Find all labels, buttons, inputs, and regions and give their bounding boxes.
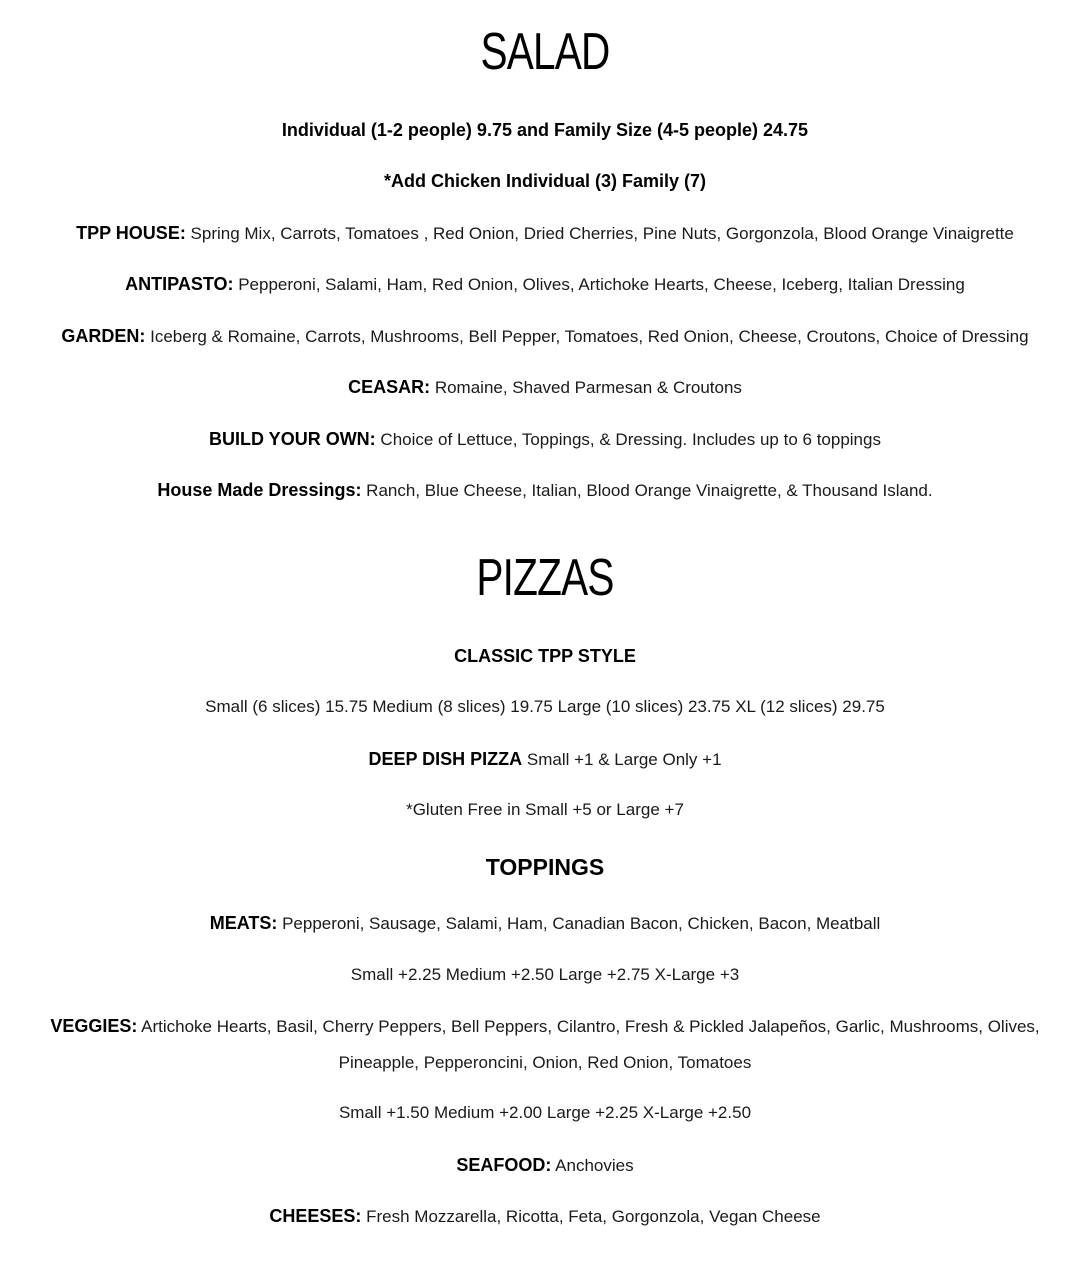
salad-item-ingredients: Choice of Lettuce, Toppings, & Dressing. Includes up to 6 toppings [375, 430, 881, 449]
toppings-heading: TOPPINGS [485, 854, 605, 880]
deep-dish-line [0, 749, 1090, 770]
deep-dish-label: DEEP DISH PIZZA [368, 749, 523, 769]
cheeses-label: CHEESES: [269, 1206, 362, 1226]
seafood-label: SEAFOOD: [456, 1155, 552, 1175]
meats-label: MEATS: [209, 913, 278, 933]
classic-style-label: CLASSIC TPP STYLE [454, 646, 636, 666]
salad-item-label: GARDEN: [61, 326, 146, 346]
meats-prices: Small +2.25 Medium +2.50 Large +2.75 X-Large +3 [350, 965, 740, 984]
salad-item-label: CEASAR: [348, 377, 431, 397]
cheeses-text: Fresh Mozzarella, Ricotta, Feta, Gorgonzola, Vegan Cheese [361, 1207, 821, 1226]
salad-pricing: Individual (1-2 people) 9.75 and Family Size (4-5 people) 24.75 [281, 120, 809, 140]
salad-item-label: House Made Dressings: [157, 480, 362, 500]
salad-item-build-your-own [0, 429, 1090, 450]
salad-item-dressings [0, 480, 1090, 501]
deep-dish-text: Small +1 & Large Only +1 [522, 750, 722, 769]
salad-item-label: TPP HOUSE: [76, 223, 186, 243]
veggies-prices: Small +1.50 Medium +2.00 Large +2.25 X-Large +2.50 [338, 1103, 752, 1122]
salad-item-ingredients: Romaine, Shaved Parmesan & Croutons [430, 378, 742, 397]
pizzas-heading: PIZZAS [476, 549, 614, 607]
salad-item-ingredients: Pepperoni, Salami, Ham, Red Onion, Olives, Artichoke Hearts, Cheese, Iceberg, Italian Dressing [233, 275, 965, 294]
cheeses-line [0, 1206, 1090, 1227]
gluten-free-note: *Gluten Free in Small +5 or Large +7 [406, 800, 684, 819]
salad-item-label: ANTIPASTO: [125, 274, 234, 294]
salad-item-ingredients: Iceberg & Romaine, Carrots, Mushrooms, Bell Pepper, Tomatoes, Red Onion, Cheese, Croutons, Choice of Dressing [145, 327, 1029, 346]
salad-item-ingredients: Ranch, Blue Cheese, Italian, Blood Orange Vinaigrette, & Thousand Island. [361, 481, 933, 500]
salad-heading: SALAD [480, 23, 610, 81]
salad-item-ceasar [0, 377, 1090, 398]
salad-item-tpp-house [0, 223, 1090, 244]
seafood-line [0, 1155, 1090, 1176]
classic-sizes: Small (6 slices) 15.75 Medium (8 slices) 19.75 Large (10 slices) 23.75 XL (12 slices) 29.75 [205, 697, 885, 716]
meats-line [0, 913, 1090, 934]
salad-item-antipasto [0, 274, 1090, 295]
salad-item-garden [0, 326, 1090, 347]
salad-add-chicken: *Add Chicken Individual (3) Family (7) [383, 171, 707, 191]
salad-item-label: BUILD YOUR OWN: [209, 429, 376, 449]
seafood-text: Anchovies [551, 1156, 634, 1175]
veggies-text: Artichoke Hearts, Basil, Cherry Peppers, Bell Peppers, Cilantro, Fresh & Pickled Jalapeños, Garlic, Mushrooms, Olives, Pineapple, Pepperoncini, Onion, Red Onion, Tomatoes [137, 1017, 1040, 1072]
salad-item-ingredients: Spring Mix, Carrots, Tomatoes , Red Onion, Dried Cherries, Pine Nuts, Gorgonzola, Blood Orange Vinaigrette [185, 224, 1014, 243]
meats-text: Pepperoni, Sausage, Salami, Ham, Canadian Bacon, Chicken, Bacon, Meatball [277, 914, 881, 933]
veggies-line [0, 1008, 1090, 1081]
veggies-label: VEGGIES: [50, 1016, 138, 1036]
